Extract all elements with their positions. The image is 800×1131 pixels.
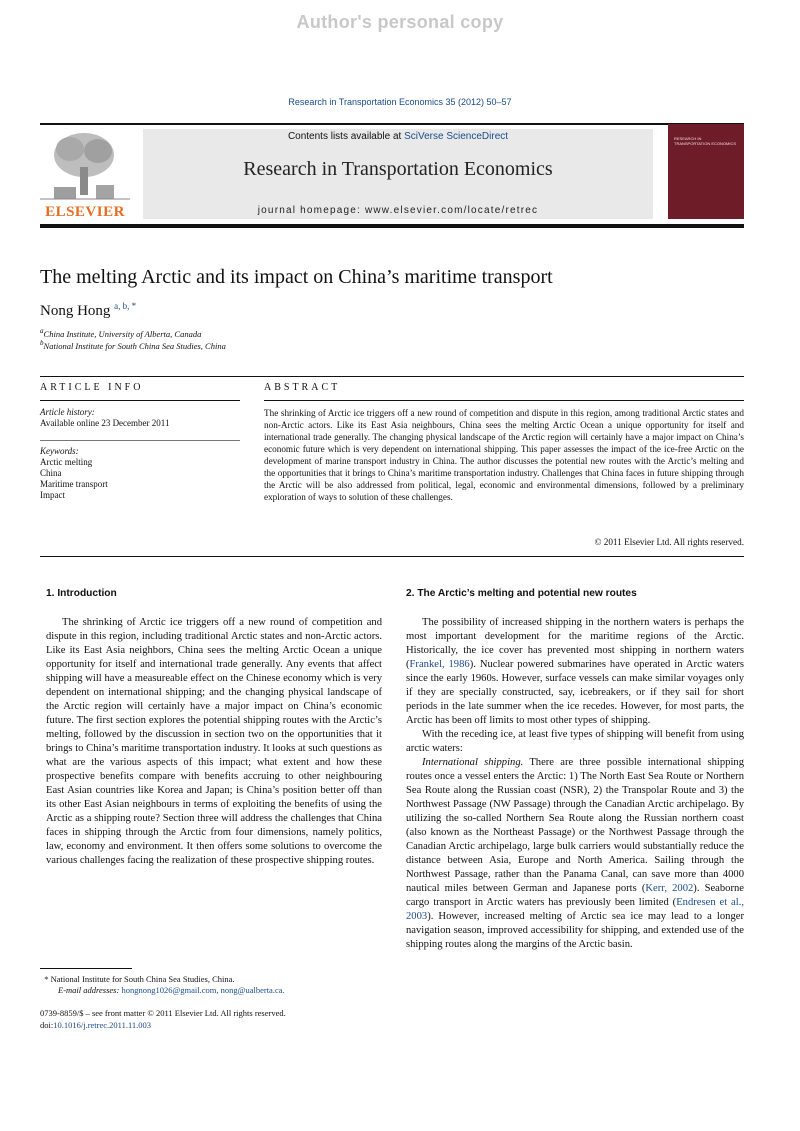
keyword: Arctic melting xyxy=(40,457,93,467)
watermark: Author's personal copy xyxy=(296,12,504,32)
section-2-paragraph-2: With the receding ice, at least five types of shipping will benefit from using arctic waters: xyxy=(406,729,744,754)
article-info-heading: ARTICLE INFO xyxy=(40,382,144,393)
journal-name: Research in Transportation Economics xyxy=(243,158,553,180)
journal-reference[interactable]: Research in Transportation Economics 35 (2012) 50–57 xyxy=(288,97,512,107)
journal-homepage[interactable]: journal homepage: www.elsevier.com/locate/retrec xyxy=(257,205,539,216)
issn-line: 0739-8859/$ – see front matter © 2011 Elsevier Ltd. All rights reserved. xyxy=(40,1008,286,1018)
doi-line xyxy=(40,1020,370,1031)
email-label: E-mail addresses: xyxy=(58,985,120,995)
footnote-rule xyxy=(40,968,132,969)
section-2-paragraph-3: International shipping. There are three possible international shipping routes once a vessel enters the Arctic: 1) The North East Sea Route or Northern Sea Route along the Russian coast (NSR), 2) the Transpolar Route and 3) the Northwest Passage (NW Passage) through the Canadian Arctic archipelago. By utilizing the so-called Northern Sea Route along the Russian northern coast (also known as the Northeast Passage) or the Northwest Passage through the Canadian Arctic archipelago, large bulk carriers would substantially reduce the distance between Asia, Europe and North America. Sailing through the Northwest Passage, rather than the Panama Canal, can save more than 4000 nautical miles between German and Japanese ports (Kerr, 2002). Seaborne cargo transport in Arctic waters has previously been limited (Endresen et al., 2003). However, increased melting of Arctic sea ice may lead to a longer navigation season, improved accessibility for shipping, and extended use of the shipping routes along the margins of the Arctic basin. xyxy=(406,757,745,950)
section-1-heading: 1. Introduction xyxy=(46,588,117,599)
abstract-heading: ABSTRACT xyxy=(264,382,341,393)
affiliation-a xyxy=(40,327,201,339)
abstract-text: The shrinking of Arctic ice triggers off a new round of competition and dispute in this region, among traditional Arctic states and non-Arctic actors. Like its East Asia neighbours, China sees the melting Arctic Ocean a unique opportunity for itself and international trade generally. The changing physical landscape of the Arctic region will certainly have a major impact on China’s economic future which is very dependent on international shipping. This paper assesses the impact of the ice-free Arctic on the development of marine transport industry in China. The author discusses the potential new routes with the Arctic’s melting and the opportunities that it brings to China’s maritime transportation industry. Challenges that China faces in future shipping through the Arctic will be also addressed from political, legal, economic and environmental dimensions, followed by a preliminary exploration of ways to solution of these challenges. xyxy=(264,408,744,502)
author-affiliation-marks[interactable]: a, b, * xyxy=(114,301,137,311)
doi-label: doi: xyxy=(40,1020,54,1030)
keywords-label: Keywords: xyxy=(40,446,79,456)
contents-line xyxy=(143,131,653,142)
section-2-body xyxy=(406,616,744,952)
keyword: China xyxy=(40,468,62,478)
corresponding-author-note xyxy=(40,974,370,996)
sciencedirect-link[interactable]: SciVerse ScienceDirect xyxy=(404,131,509,142)
cover-title: RESEARCH IN TRANSPORTATION ECONOMICS xyxy=(674,136,737,146)
affiliation-text: National Institute for South China Sea Studies, China xyxy=(43,340,226,351)
international-shipping-lead: International shipping. xyxy=(422,757,524,768)
footnote-mark: * xyxy=(44,974,49,984)
abstract-bottom-rule xyxy=(40,556,744,557)
section-1-paragraph: The shrinking of Arctic ice triggers off a new round of competition and dispute in this region, including traditional Arctic states and non-Arctic actors. Like its East Asia neighbors, China sees the melting Arctic Ocean a unique opportunity for itself and international trade generally. Any events that affect shipping will have a measureable effect on the Chinese economy which is very dependent on international shipping; and the changing physical landscape of the Arctic region will certainly have a major impact on China’s economic future. The first section explores the potential shipping routes with the Arctic’s melting, followed by the discussion in section two on the opportunities that it brings to China’s maritime transportation industry. It looks at such questions as what are the various aspects of this impact; what extent and how these prospective benefits compare with benefits accruing to other neighbouring East Asian countries like Korea and Japan; is China’s position better off than its other East Asian neighbours in terms of exploiting the benefits of using the Arctic as a shipping route? Section three will address the challenges that China faces in shipping through the Arctic from four dimensions, namely politics, law, economy and environment. It then offers some solutions to overcome the various challenges facing the realization of these prospective shipping routes. xyxy=(46,617,382,866)
elsevier-wordmark: ELSEVIER xyxy=(45,204,125,220)
keywords-block xyxy=(40,446,240,501)
article-title: The melting Arctic and its impact on China’s maritime transport xyxy=(40,266,553,288)
abstract-copyright: © 2011 Elsevier Ltd. All rights reserved. xyxy=(594,537,744,547)
email-links[interactable]: hongnong1026@gmail.com, nong@ualberta.ca. xyxy=(121,985,285,995)
keyword: Impact xyxy=(40,490,65,500)
section-1-body xyxy=(46,616,382,868)
info-top-rule xyxy=(40,376,744,377)
author-line xyxy=(40,301,136,320)
affiliation-b xyxy=(40,339,226,351)
doi-link[interactable]: 10.1016/j.retrec.2011.11.003 xyxy=(53,1020,152,1030)
citation-link[interactable]: Kerr, 2002 xyxy=(645,883,694,894)
citation-link[interactable]: Endresen et al., 2003 xyxy=(406,897,744,922)
info-heading-rule xyxy=(40,400,240,401)
article-history xyxy=(40,407,240,429)
header-top-rule xyxy=(40,123,744,125)
history-value: Available online 23 December 2011 xyxy=(40,418,170,428)
affiliation-mark: a xyxy=(40,327,44,335)
author-name: Nong Hong xyxy=(40,303,111,319)
abstract-heading-rule xyxy=(264,400,744,401)
section-2-paragraph-1: The possibility of increased shipping in the northern waters is perhaps the most important development for the maritime regions of the Arctic. Historically, the ice cover has prevented most shipping in northern waters (Frankel, 1986). Nuclear powered submarines have operated in Arctic waters since the early 1960s. However, surface vessels can make similar voyages only if they are specially constructed, say, icebreakers, or if they sail for short periods in the late summer when the ice recedes. However, for most parts, the Arctic has been off limits to most other types of shipping. xyxy=(406,617,744,726)
affiliation-text: China Institute, University of Alberta, Canada xyxy=(43,328,202,339)
keyword: Maritime transport xyxy=(40,479,108,489)
footnote-text: National Institute for South China Sea Studies, China. xyxy=(50,974,235,984)
citation-link[interactable]: Frankel, 1986 xyxy=(409,659,470,670)
section-2-heading: 2. The Arctic’s melting and potential new routes xyxy=(406,588,637,599)
affiliation-mark: b xyxy=(40,339,44,347)
contents-prefix: Contents lists available at xyxy=(287,131,405,142)
history-label: Article history: xyxy=(40,407,95,417)
history-rule xyxy=(40,440,240,441)
header-bottom-rule xyxy=(40,224,744,228)
